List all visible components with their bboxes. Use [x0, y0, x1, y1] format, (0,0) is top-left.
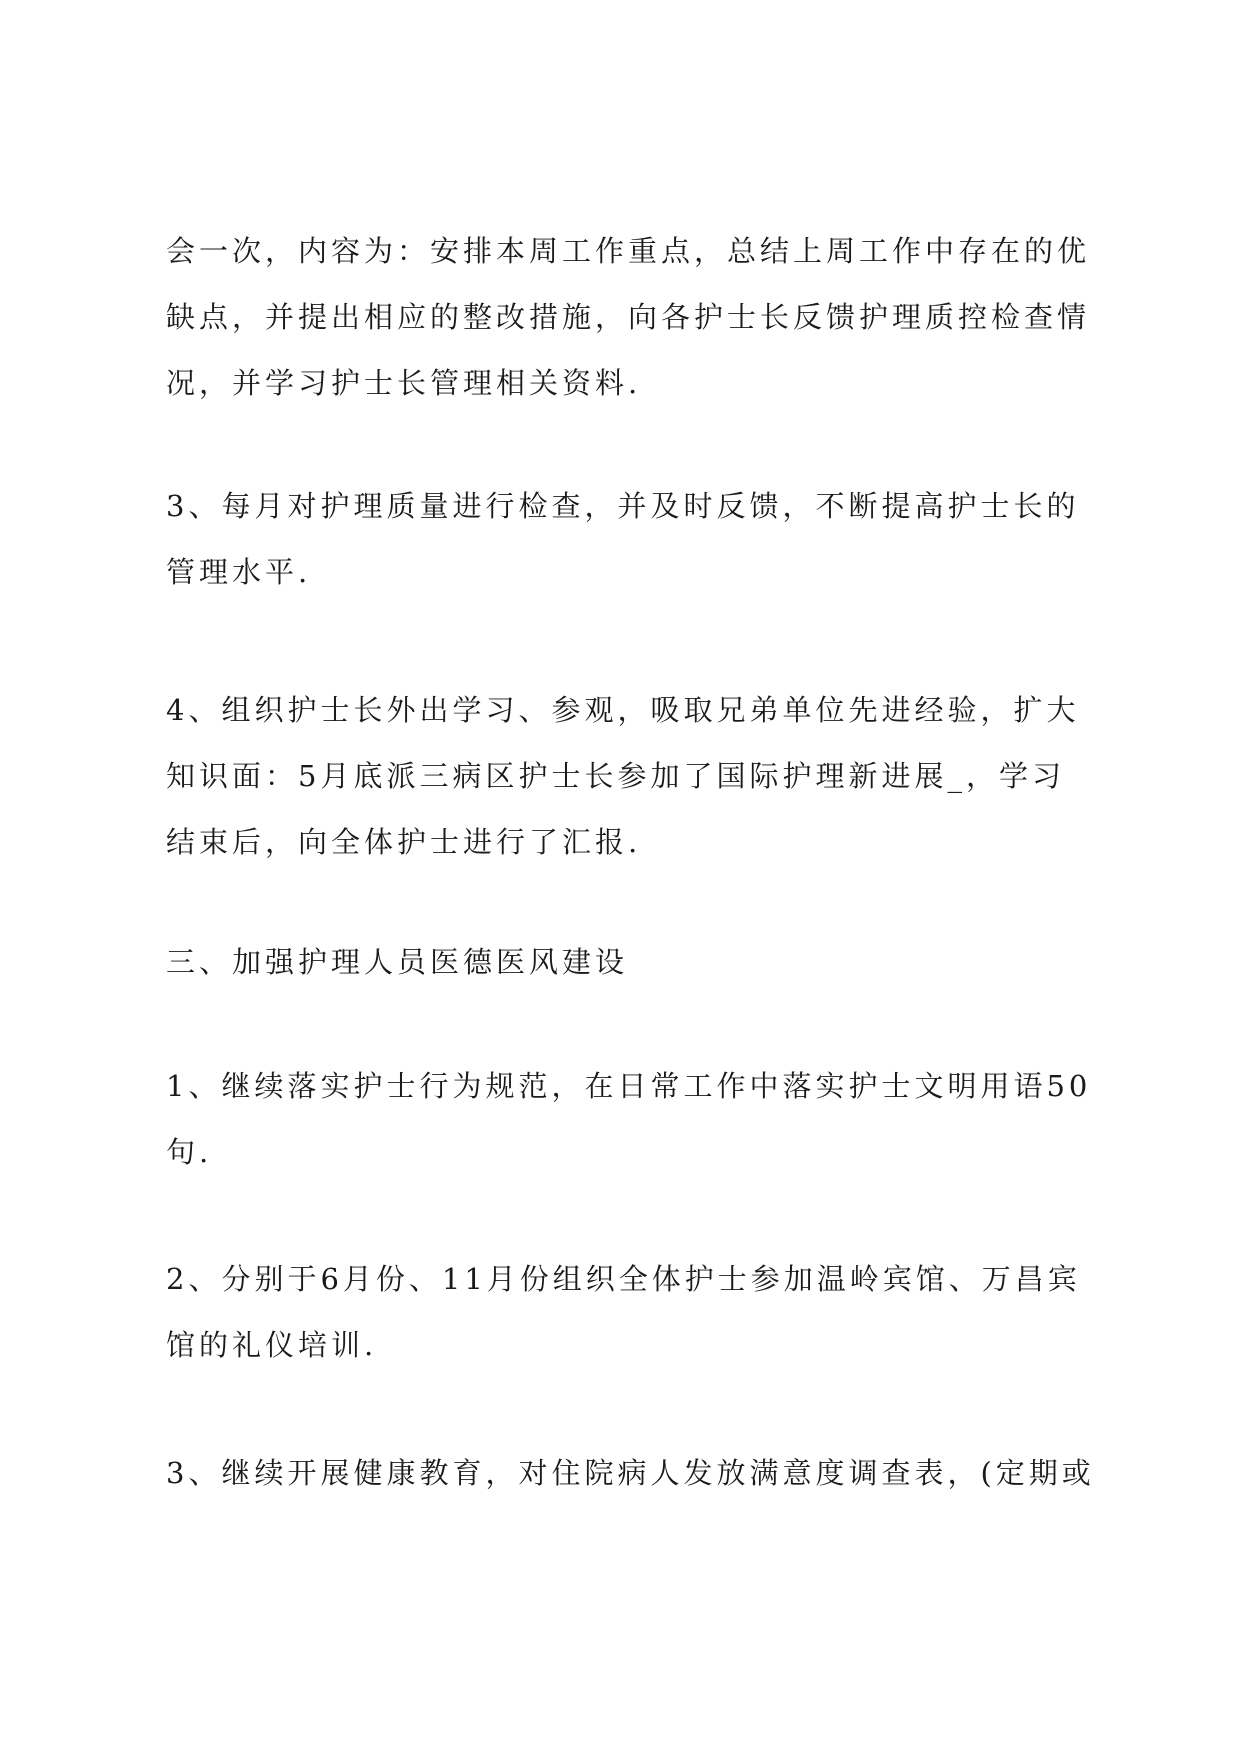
paragraph-item-1-conduct	[166, 1053, 1096, 1185]
text-line: 结束后，向全体护士进行了汇报.	[166, 825, 642, 859]
text-line: 2、分别于6月份、11月份组织全体护士参加温岭宾馆、万昌宾	[166, 1262, 1081, 1296]
text-line: 1、继续落实护士行为规范，在日常工作中落实护士文明用语50	[166, 1069, 1092, 1103]
text-line: 3、每月对护理质量进行检查，并及时反馈，不断提高护士长的	[166, 489, 1080, 523]
paragraph-item-3-quality-check	[166, 473, 1096, 605]
text-line: 缺点，并提出相应的整改措施，向各护士长反馈护理质控检查情	[166, 300, 1091, 334]
paragraph-weekly-meeting	[166, 218, 1096, 416]
paragraph-item-2-etiquette	[166, 1246, 1096, 1378]
text-line: 4、组织护士长外出学习、参观，吸取兄弟单位先进经验，扩大	[166, 693, 1080, 727]
text-line: 句.	[166, 1135, 213, 1169]
section-heading-ethics	[166, 929, 1096, 995]
text-line: 馆的礼仪培训.	[166, 1328, 378, 1362]
paragraph-item-3-health-education	[166, 1440, 1096, 1506]
text-line: 3、继续开展健康教育，对住院病人发放满意度调查表，(定期或	[166, 1456, 1095, 1490]
text-line: 会一次，内容为：安排本周工作重点，总结上周工作中存在的优	[166, 234, 1091, 268]
paragraph-item-4-external-study	[166, 677, 1096, 875]
section-heading: 三、加强护理人员医德医风建设	[166, 945, 629, 979]
text-line: 知识面：5月底派三病区护士长参加了国际护理新进展_，学习	[166, 759, 1065, 793]
text-line: 况，并学习护士长管理相关资料.	[166, 366, 642, 400]
text-line: 管理水平.	[166, 555, 312, 589]
